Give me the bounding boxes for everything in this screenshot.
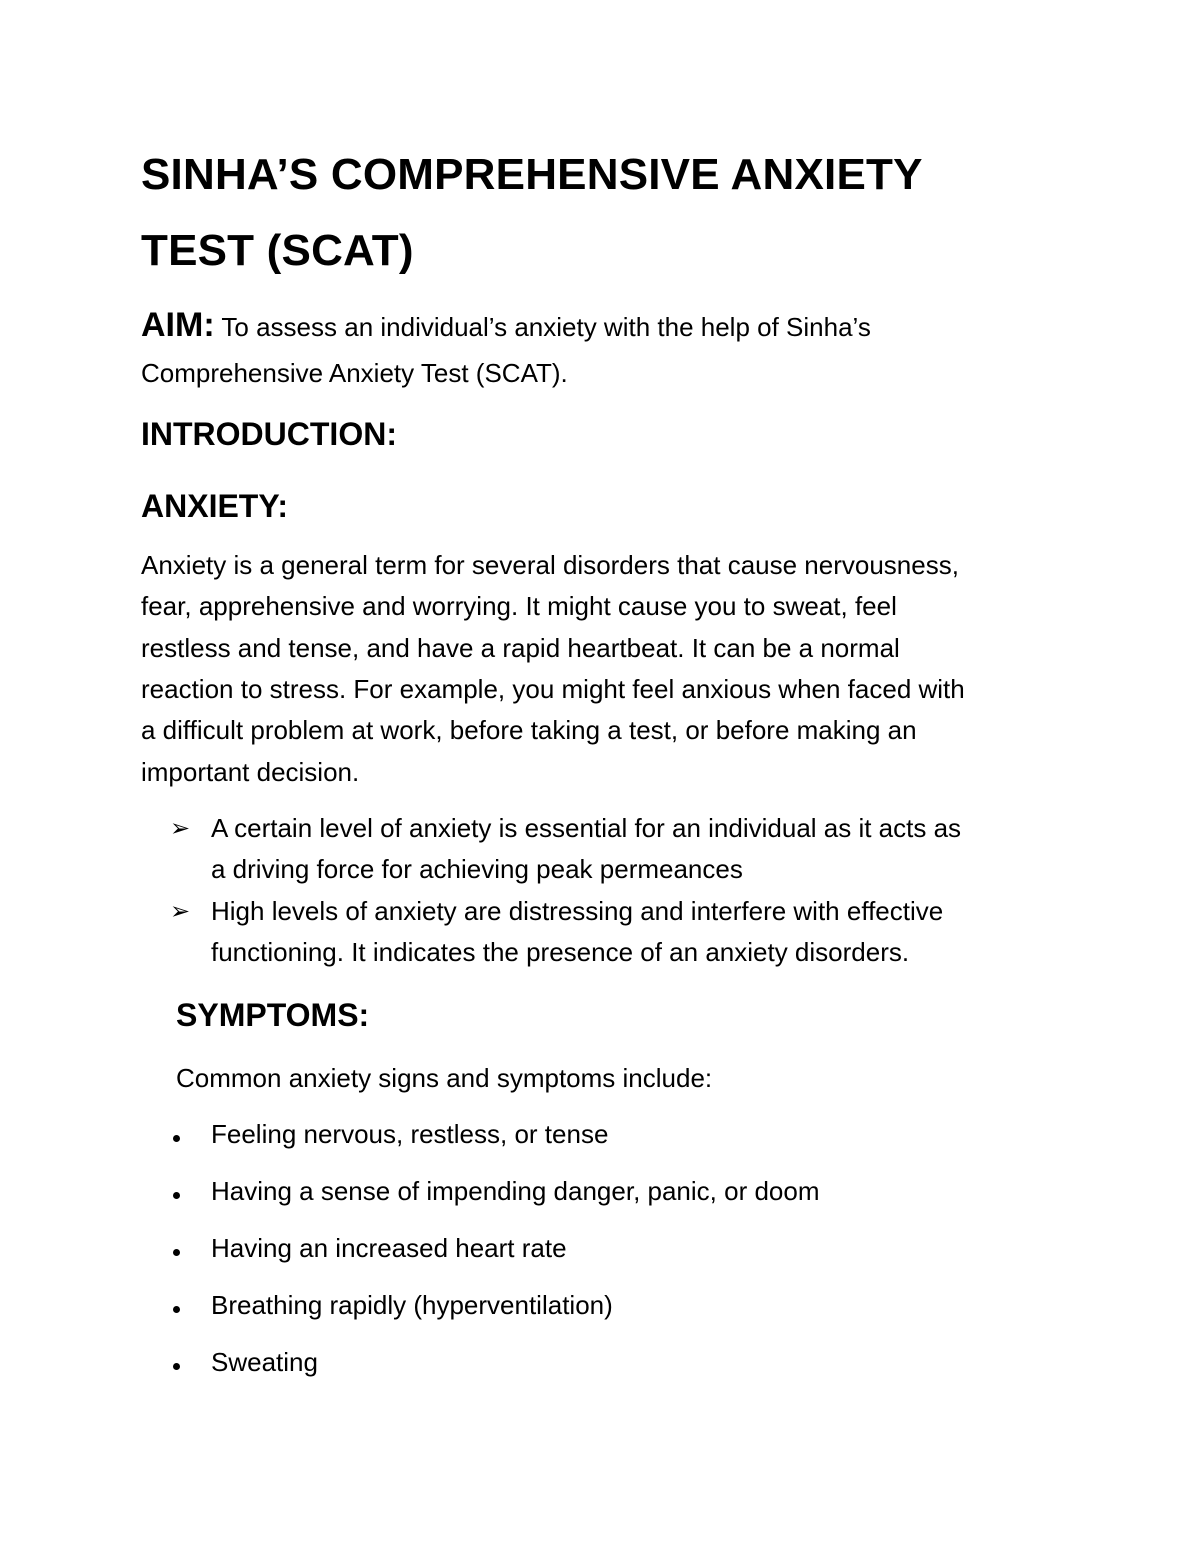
aim-line-1 bbox=[141, 306, 871, 345]
bullet-dot-icon bbox=[173, 1306, 180, 1313]
anxiety-paragraph-line: restless and tense, and have a rapid heartbeat. It can be a normal bbox=[141, 633, 900, 663]
symptom-list-item: Feeling nervous, restless, or tense bbox=[211, 1119, 609, 1149]
bullet-dot-icon bbox=[173, 1363, 180, 1370]
anxiety-paragraph-line: a difficult problem at work, before taking a test, or before making an bbox=[141, 715, 917, 745]
arrow-point-1-line-2: a driving force for achieving peak permeances bbox=[211, 854, 743, 884]
introduction-heading: INTRODUCTION: bbox=[141, 416, 397, 452]
bullet-dot-icon bbox=[173, 1192, 180, 1199]
arrow-point-2-line-2: functioning. It indicates the presence of an anxiety disorders. bbox=[211, 937, 910, 967]
symptom-list-item: Having an increased heart rate bbox=[211, 1233, 567, 1263]
symptom-list-item: Having a sense of impending danger, panic, or doom bbox=[211, 1176, 820, 1206]
anxiety-paragraph-line: important decision. bbox=[141, 757, 360, 787]
arrow-bullet-icon: ➢ bbox=[170, 815, 191, 842]
symptoms-intro: Common anxiety signs and symptoms include: bbox=[176, 1063, 713, 1093]
symptoms-heading: SYMPTOMS: bbox=[176, 997, 370, 1033]
arrow-point-2-line-1: High levels of anxiety are distressing and interfere with effective bbox=[211, 896, 944, 926]
arrow-bullet-icon: ➢ bbox=[170, 898, 191, 925]
document-title-line-2: TEST (SCAT) bbox=[141, 226, 414, 275]
symptom-list-item: Sweating bbox=[211, 1347, 318, 1377]
bullet-dot-icon bbox=[173, 1135, 180, 1142]
document-title-line-1: SINHA’S COMPREHENSIVE ANXIETY bbox=[141, 150, 923, 199]
aim-text-1: To assess an individual’s anxiety with the help of Sinha’s bbox=[214, 312, 871, 342]
aim-label: AIM: bbox=[141, 306, 215, 344]
anxiety-paragraph-line: reaction to stress. For example, you might feel anxious when faced with bbox=[141, 674, 965, 704]
anxiety-paragraph-line: fear, apprehensive and worrying. It might cause you to sweat, feel bbox=[141, 591, 897, 621]
bullet-dot-icon bbox=[173, 1249, 180, 1256]
arrow-point-1-line-1: A certain level of anxiety is essential for an individual as it acts as bbox=[211, 813, 962, 843]
anxiety-heading: ANXIETY: bbox=[141, 488, 288, 524]
anxiety-paragraph-line: Anxiety is a general term for several disorders that cause nervousness, bbox=[141, 550, 959, 580]
aim-line-2: Comprehensive Anxiety Test (SCAT). bbox=[141, 358, 568, 388]
symptom-list-item: Breathing rapidly (hyperventilation) bbox=[211, 1290, 613, 1320]
